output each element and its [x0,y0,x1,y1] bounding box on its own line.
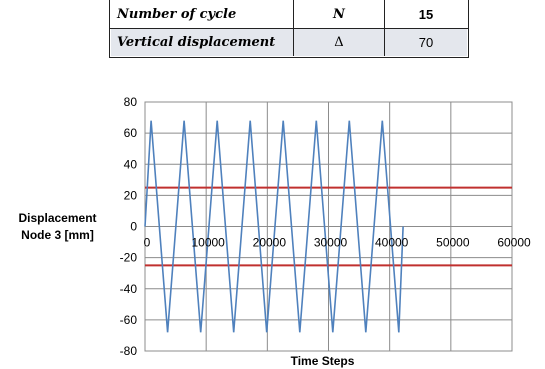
y-axis-label-line-2: Node 3 [mm] [21,228,94,242]
x-tick-label: 50000 [436,235,470,250]
y-tick-label: 40 [123,157,137,172]
x-tick-label: 60000 [497,235,531,250]
y-axis-label-line-1: Displacement [18,211,97,225]
x-tick-label: 40000 [374,235,409,250]
x-axis-label: Time Steps [290,354,355,368]
y-tick-label: -20 [119,250,137,265]
param-symbol-cell: N [294,1,385,29]
x-tick-label: 10000 [191,235,225,250]
y-tick-label: 0 [130,219,137,234]
y-tick-label: 80 [123,95,137,109]
param-symbol-cell: Δ [294,29,385,57]
y-tick-label: 20 [123,188,137,203]
y-tick-label: -40 [119,281,137,296]
param-value-cell: 15 [385,1,468,29]
x-tick-label: 0 [143,235,151,250]
y-tick-label: -60 [119,312,137,327]
param-name-cell: Number of cycle [111,1,294,29]
y-tick-label: 60 [123,126,137,141]
x-tick-label: 20000 [252,235,287,250]
param-value-cell: 70 [385,29,468,57]
x-tick-label: 30000 [313,235,348,250]
y-tick-label: -80 [119,344,137,358]
param-name-cell: Vertical displacement [111,29,294,57]
